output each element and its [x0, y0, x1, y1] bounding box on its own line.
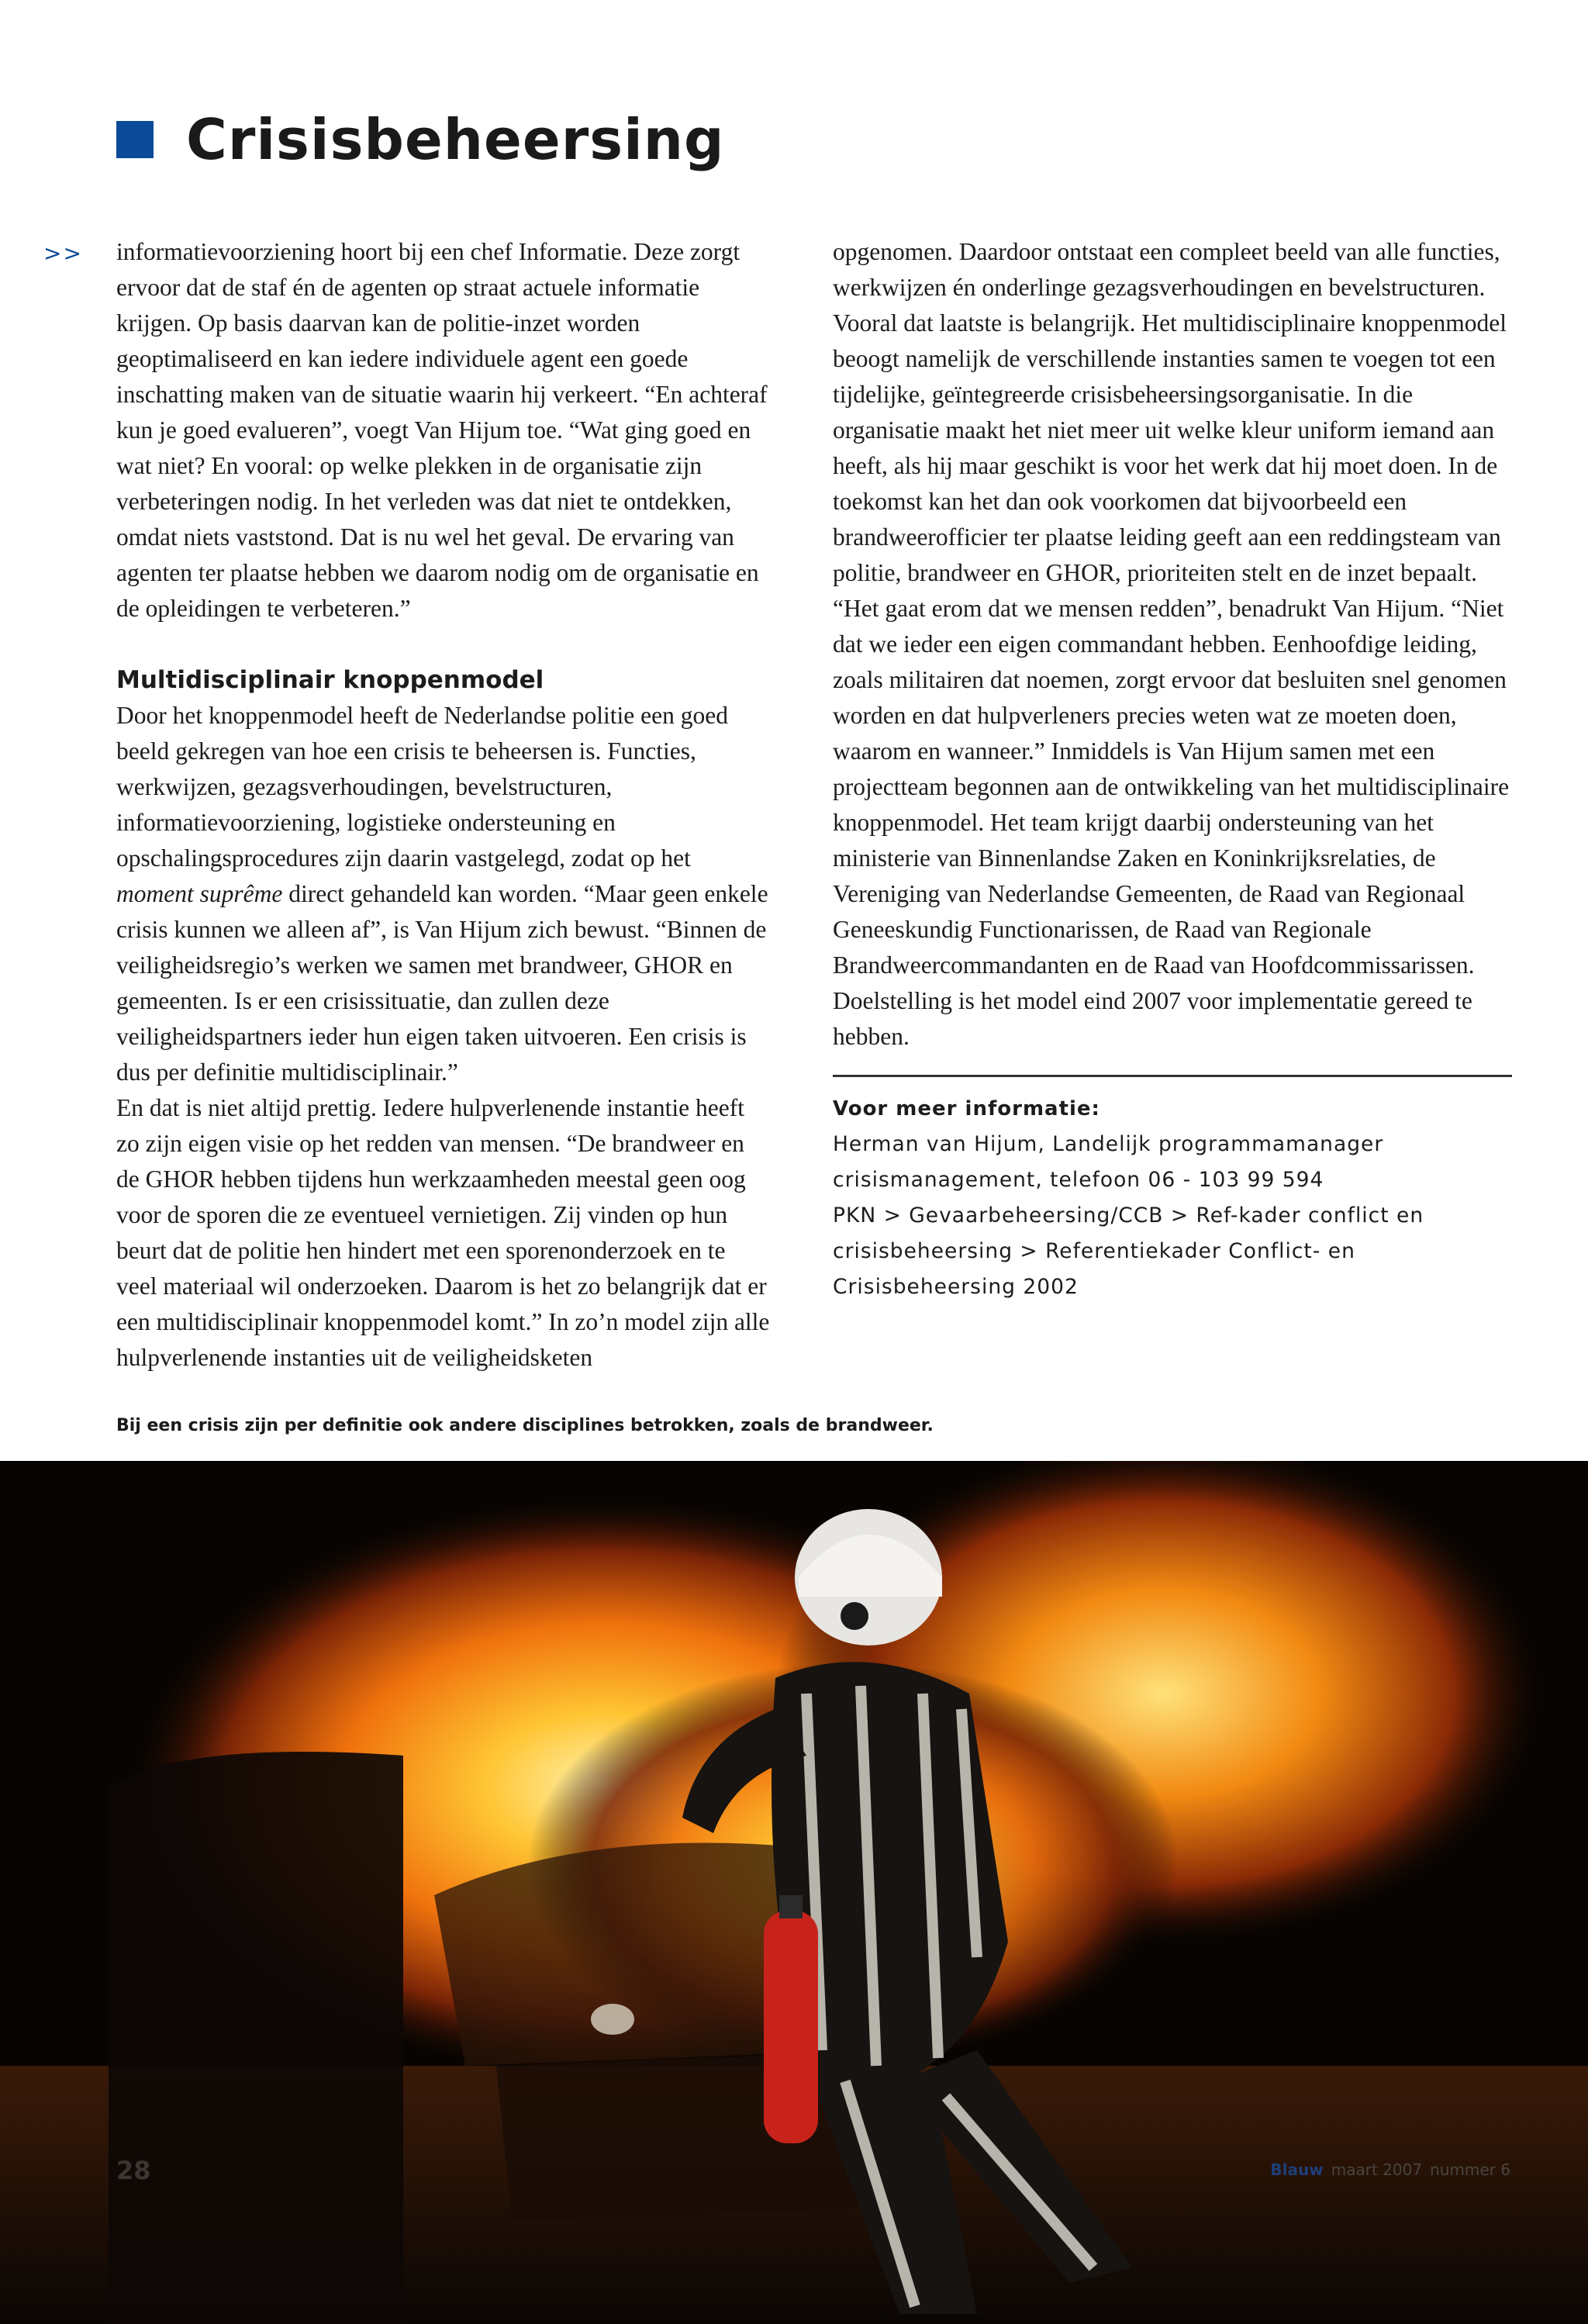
right-column: [833, 234, 1512, 1305]
photo-caption: Bij een crisis zijn per definitie ook andere disciplines betrokken, zoals de brandweer.: [116, 1416, 934, 1435]
italic-phrase: moment suprême: [116, 880, 283, 907]
info-line: crisisbeheersing > Referentiekader Conflict- en: [833, 1239, 1355, 1263]
left-paragraph-3: En dat is niet altijd prettig. Iedere hulpverlenende instantie heeft zo zijn eigen visie op het redden van mensen. “De brandweer en de GHOR hebben tijdens hun werkzaamheden meestal geen oog voor de sporen die ze eventueel vernietigen. Zij vinden op hun beurt dat de politie hen hindert met een sporenonderzoek en te veel materiaal wil onderzoeken. Daarom is het zo belangrijk dat er een multidisciplinair knoppenmodel komt.” In zo’n model zijn alle hulpverlenende instanties uit de veiligheidsketen: [116, 1094, 770, 1371]
left-paragraph-1: informatievoorziening hoort bij een chef Informatie. Deze zorgt ervoor dat de staf én de agenten op straat actuele informatie krijgen. Op basis daarvan kan de politie-inzet worden geoptimaliseerd en kan iedere individuele agent een goede inschatting maken van de situatie waarin hij verkeert. “En achteraf kun je goed evalueren”, voegt Van Hijum toe. “Wat ging goed en wat niet? En vooral: op welke plekken in de organisatie zijn verbeteringen nodig. In het verleden was dat niet te ontdekken, omdat niets vaststond. Dat is nu wel het geval. De ervaring van agenten ter plaatse hebben we daarom nodig om de organisatie en de opleidingen te verbeteren.”: [116, 238, 768, 622]
subheading: Multidisciplinair knoppenmodel: [116, 666, 544, 694]
right-paragraph-2: Vooral dat laatste is belangrijk. Het multidisciplinaire knoppenmodel beoogt namelijk de verschillende instanties samen te voegen tot een tijdelijke, geïntegreerde crisisbeheersingsorganisatie. In die organisatie maakt het niet meer uit welke kleur uniform iemand aan heeft, als hij maar geschikt is voor het werk dat hij moet doen. In de toekomst kan het dan ook voorkomen dat bijvoorbeeld een brandweerofficier ter plaatse leiding geeft aan een reddingsteam van politie, brandweer en GHOR, prioriteiten stelt en de inzet bepaalt. “Het gaat erom dat we mensen redden”, benadrukt Van Hijum. “Niet dat we ieder een eigen commandant hebben. Eenhoofdige leiding, zoals militairen dat noemen, zorgt ervoor dat besluiten snel genomen worden en dat hulpverleners precies weten wat ze moeten doen, waarom en wanneer.” Inmiddels is Van Hijum samen met een projectteam begonnen aan de ontwikkeling van het multidisciplinaire knoppenmodel. Het team krijgt daarbij ondersteuning van het ministerie van Binnenlandse Zaken en Koninkrijksrelaties, de Vereniging van Nederlandse Gemeenten, de Raad van Regionaal Geneeskundig Functionarissen, de Raad van Regionale Brandweercommandanten en de Raad van Hoofdcommissarissen. Doelstelling is het model eind 2007 voor implementatie gereed te hebben.: [833, 309, 1510, 1050]
firefighter-photo: [0, 1461, 1588, 2324]
left-column: [116, 234, 772, 1376]
info-divider: [833, 1075, 1512, 1077]
footer-date: maart 2007: [1331, 2160, 1423, 2179]
info-line: Crisisbeheersing 2002: [833, 1275, 1079, 1299]
info-title: Voor meer informatie:: [833, 1097, 1100, 1121]
left-paragraph-2: Door het knoppenmodel heeft de Nederlandse politie een goed beeld gekregen van hoe een crisis te beheersen is. Functies, werkwijzen, gezagsverhoudingen, bevelstructuren, informatievoorziening, logistieke ondersteuning en opschalingsprocedures zijn daarin vastgelegd, zodat op het moment suprême direct gehandeld kan worden. “Maar geen enkele crisis kunnen we alleen af”, is Van Hijum zich bewust. “Binnen de veiligheidsregio’s werken we samen met brandweer, GHOR en gemeenten. Is er een crisissituatie, dan zullen deze veiligheidspartners ieder hun eigen taken uitvoeren. Een crisis is dus per definitie multidisciplinair.”: [116, 702, 768, 1086]
continuation-marker: >>: [43, 240, 83, 266]
page-title: Crisisbeheersing: [186, 107, 725, 172]
footer-meta: [1270, 2160, 1510, 2179]
footer-issue: nummer 6: [1430, 2160, 1510, 2179]
page-number: 28: [116, 2156, 151, 2185]
footer-brand: Blauw: [1270, 2160, 1324, 2179]
info-line: crisismanagement, telefoon 06 - 103 99 594: [833, 1168, 1324, 1192]
fire-scene-icon: [0, 1461, 1588, 2324]
page-header: [116, 109, 725, 171]
right-paragraph-1: opgenomen. Daardoor ontstaat een compleet beeld van alle functies, werkwijzen én onderlinge gezagsverhoudingen en bevelstructuren.: [833, 238, 1500, 301]
header-square-icon: [116, 121, 154, 158]
info-line: PKN > Gevaarbeheersing/CCB > Ref-kader conflict en: [833, 1203, 1424, 1228]
info-line: Herman van Hijum, Landelijk programmamanager: [833, 1132, 1384, 1156]
